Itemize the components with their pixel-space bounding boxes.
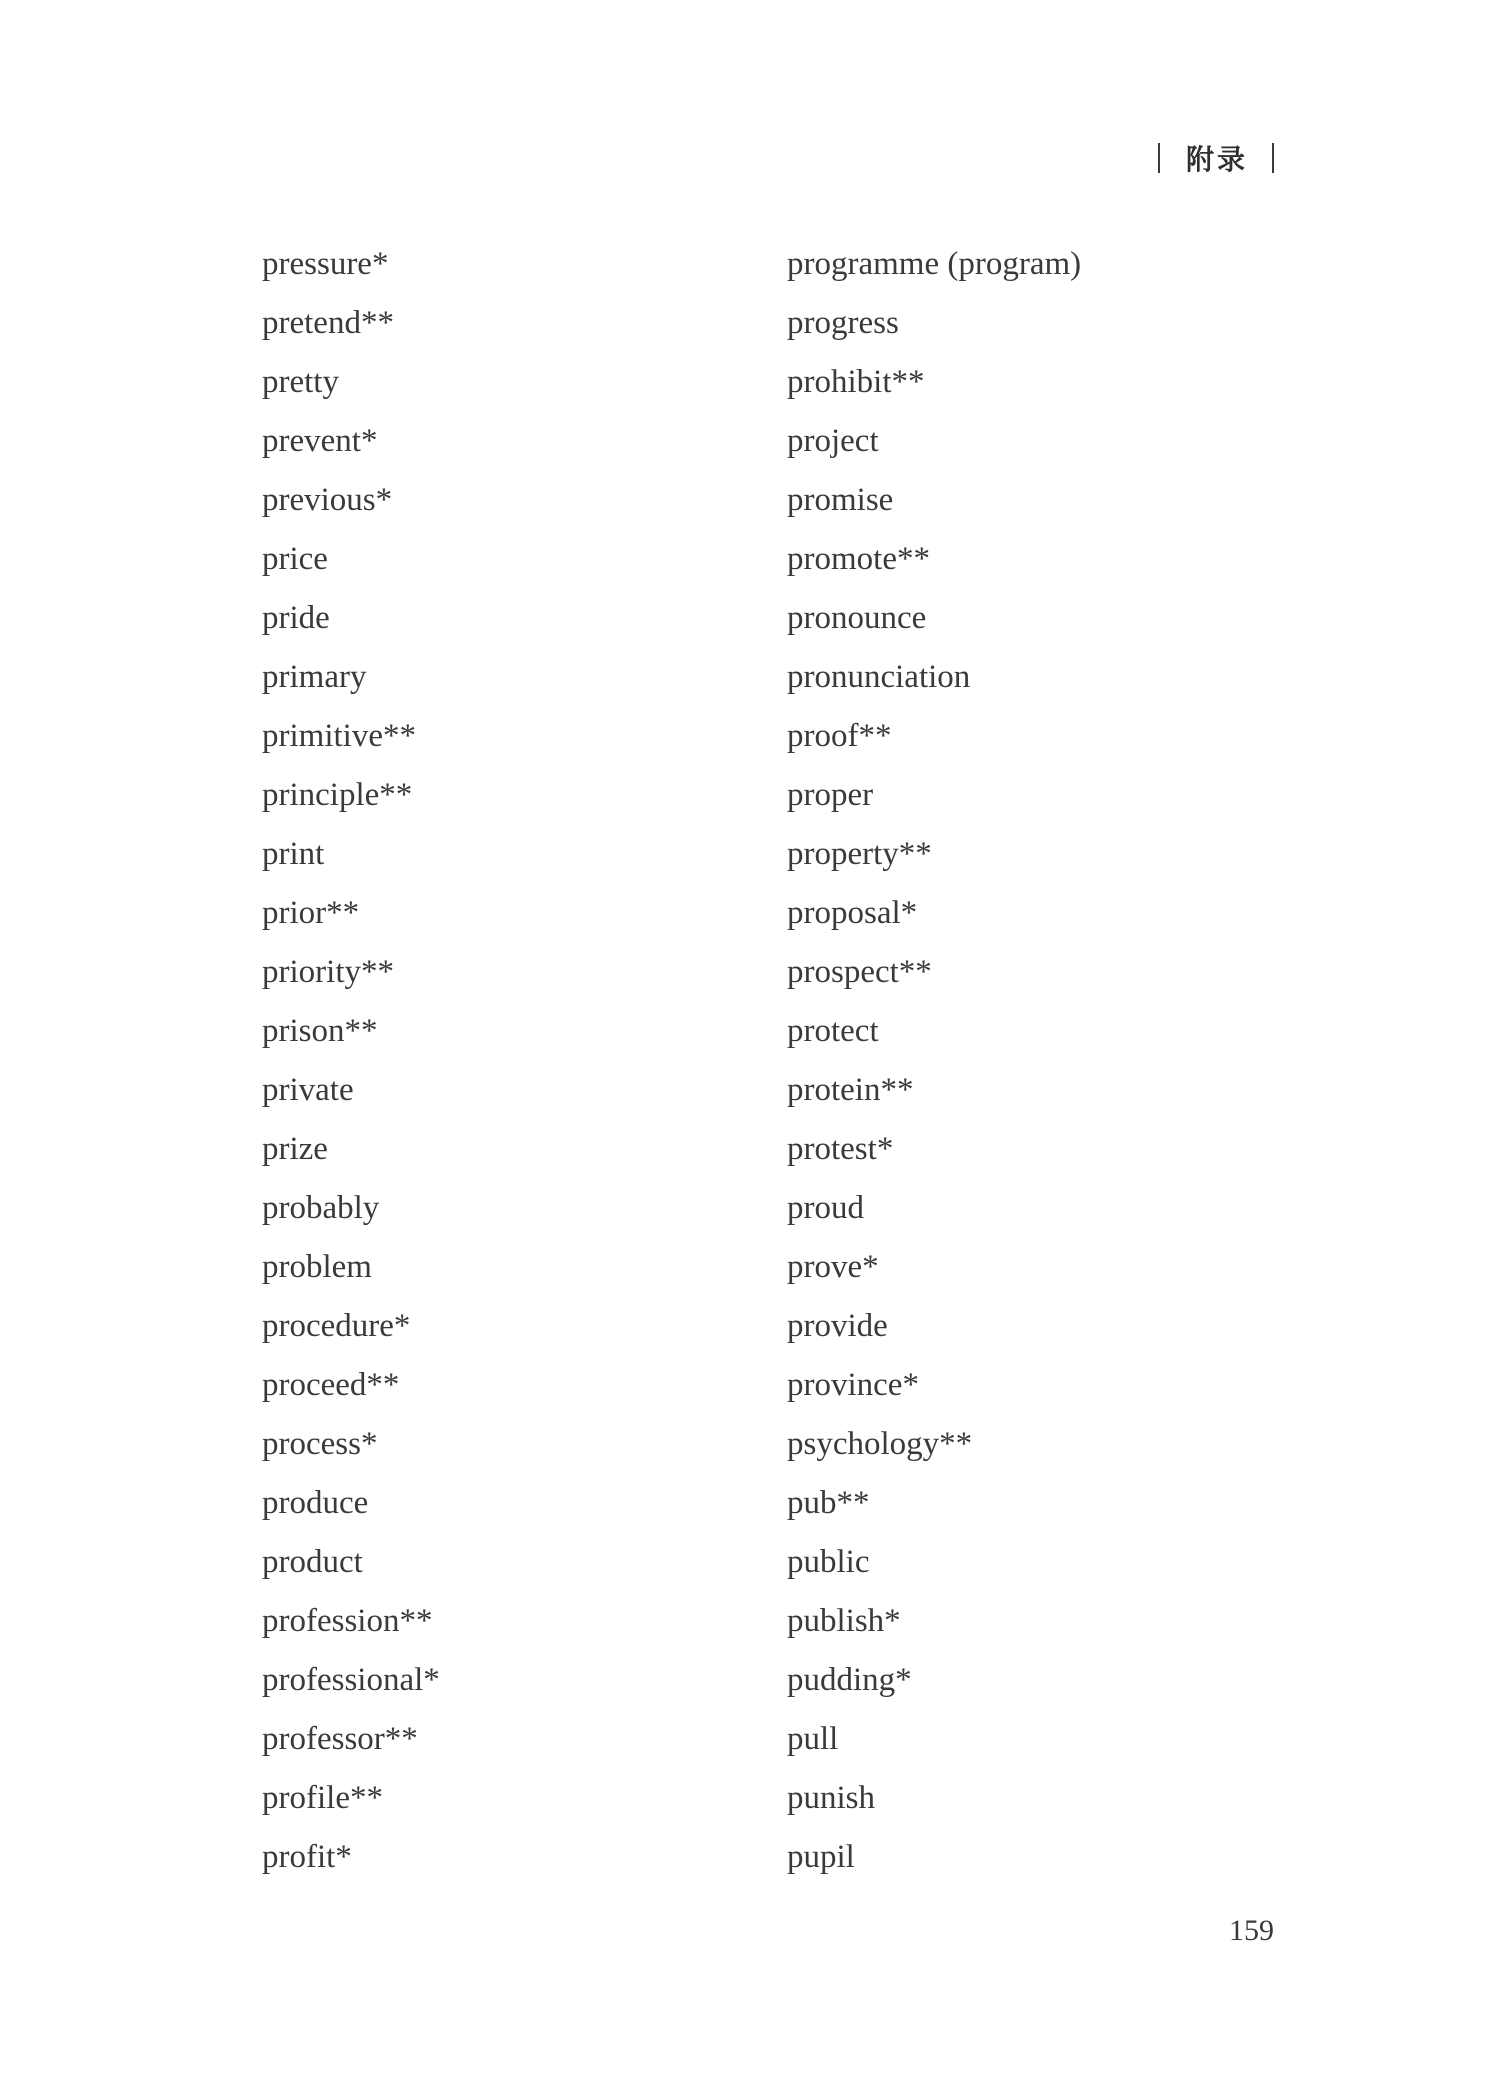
word-entry: primary (262, 659, 367, 695)
word-entry: primitive** (262, 718, 416, 754)
word-entry: pretend** (262, 305, 394, 341)
word-entry: process* (262, 1426, 378, 1462)
word-entry: professional* (262, 1662, 440, 1698)
word-entry: protect (787, 1013, 879, 1049)
word-entry: prove* (787, 1249, 879, 1285)
word-entry: produce (262, 1485, 369, 1521)
word-column-left (262, 243, 440, 1895)
word-entry: price (262, 541, 328, 577)
word-entry: prospect** (787, 954, 932, 990)
word-entry: proud (787, 1190, 864, 1226)
word-entry: project (787, 423, 879, 459)
word-entry: prison** (262, 1013, 378, 1049)
word-entry: pride (262, 600, 330, 636)
word-entry: print (262, 836, 325, 872)
word-column-right (787, 243, 1081, 1895)
word-entry: prior** (262, 895, 360, 931)
word-entry: procedure* (262, 1308, 411, 1344)
word-entry: publish* (787, 1603, 901, 1639)
word-entry: private (262, 1072, 354, 1108)
header-rule-left (1158, 143, 1160, 173)
word-entry: pronounce (787, 600, 927, 636)
word-entry: profit* (262, 1839, 352, 1875)
word-entry: prevent* (262, 423, 378, 459)
word-entry: progress (787, 305, 899, 341)
page-number: 159 (1229, 1914, 1274, 1947)
word-entry: pupil (787, 1839, 855, 1875)
word-entry: pudding* (787, 1662, 912, 1698)
word-entry: profile** (262, 1780, 383, 1816)
word-entry: provide (787, 1308, 888, 1344)
word-entry: protein** (787, 1072, 914, 1108)
word-entry: priority** (262, 954, 394, 990)
word-entry: previous* (262, 482, 393, 518)
word-entry: punish (787, 1780, 876, 1816)
word-entry: pronunciation (787, 659, 971, 695)
word-entry: protest* (787, 1131, 894, 1167)
word-entry: prize (262, 1131, 328, 1167)
section-label: 附录 (1185, 143, 1248, 176)
word-entry: promise (787, 482, 894, 518)
word-entry: programme (program) (787, 246, 1082, 282)
running-head (1158, 138, 1274, 178)
word-entry: public (787, 1544, 870, 1580)
word-entry: product (262, 1544, 363, 1580)
word-entry: profession** (262, 1603, 433, 1639)
word-entry: property** (787, 836, 932, 872)
word-entry: proposal* (787, 895, 918, 931)
word-entry: prohibit** (787, 364, 925, 400)
word-entry: principle** (262, 777, 413, 813)
word-entry: professor** (262, 1721, 418, 1757)
word-entry: pressure* (262, 246, 389, 282)
word-entry: proof** (787, 718, 892, 754)
word-entry: pretty (262, 364, 339, 400)
word-entry: proper (787, 777, 874, 813)
header-rule-right (1272, 143, 1274, 173)
word-entry: pub** (787, 1485, 870, 1521)
word-entry: problem (262, 1249, 372, 1285)
word-entry: province* (787, 1367, 919, 1403)
word-entry: proceed** (262, 1367, 400, 1403)
word-entry: psychology** (787, 1426, 973, 1462)
word-entry: pull (787, 1721, 839, 1757)
word-entry: probably (262, 1190, 380, 1226)
word-entry: promote** (787, 541, 930, 577)
